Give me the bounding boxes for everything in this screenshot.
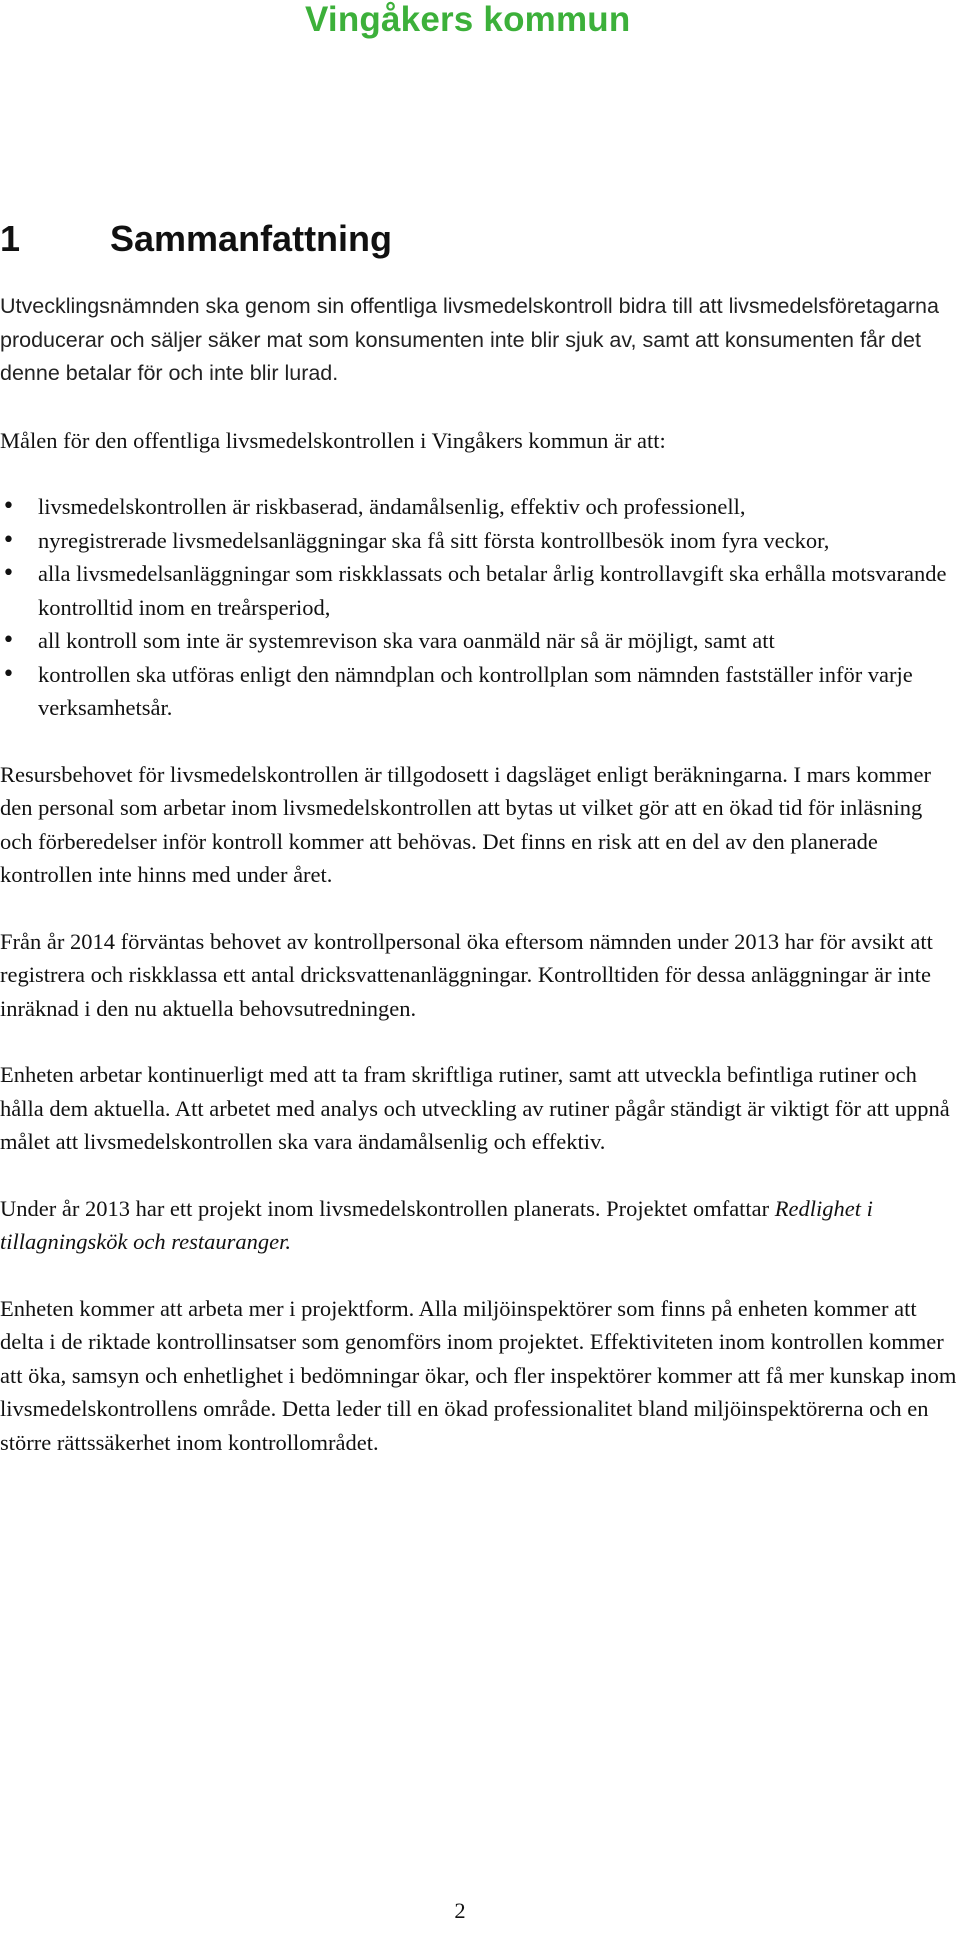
page-number: 2 <box>454 1898 466 1923</box>
header-title: Vingåkers kommun <box>305 0 631 39</box>
project-name: Redlighet i tillagningskök och restauranger. <box>0 1195 873 1254</box>
goal-item: • livsmedelskontrollen är riskbaserad, ändamålsenlig, effektiv och professionell, <box>0 490 958 524</box>
goal-item: • all kontroll som inte är systemrevison ska vara oanmäld när så är möjligt, samt att <box>0 624 958 658</box>
goals-intro: Målen för den offentliga livsmedelskontrollen i Vingåkers kommun är att: <box>0 427 666 453</box>
goal-item: • nyregistrerade livsmedelsanläggningar ska få sitt första kontrollbesök inom fyra veckor, <box>0 524 958 558</box>
paragraph-staffing: Från år 2014 förväntas behovet av kontrollpersonal öka eftersom nämnden under 2013 har för avsikt att registrera och riskklassa ett antal dricksvattenanläggningar. Kontrolltiden för dessa anläggningar är inte inräknad i den nu aktuella behovsutredningen. <box>0 928 933 1021</box>
goal-item: • kontrollen ska utföras enligt den nämndplan och kontrollplan som nämnden fastställer inför varje verksamhetsår. <box>0 658 958 725</box>
paragraph-routines: Enheten arbetar kontinuerligt med att ta fram skriftliga rutiner, samt att utveckla befintliga rutiner och hålla dem aktuella. Att arbetet med analys och utveckling av rutiner pågår ständigt är viktigt för att uppnå målet att livsmedelskontrollen ska vara ändamålsenlig och effektiv. <box>0 1062 950 1154</box>
paragraph-project <box>0 1192 958 1259</box>
goals-list <box>0 490 958 725</box>
paragraph-intro: Utvecklingsnämnden ska genom sin offentliga livsmedelskontroll bidra till att livsmedelsföretagarna producerar och säljer säker mat som konsumenten inte blir sjuk av, samt att konsumenten får det denne betalar för och inte blir lurad. <box>0 294 939 385</box>
paragraph-project-text: Under år 2013 har ett projekt inom livsmedelskontrollen planerats. Projektet omfattar <box>0 1195 775 1221</box>
section-title: Sammanfattning <box>110 218 393 259</box>
document-body <box>0 290 958 1492</box>
section-heading <box>0 218 392 260</box>
paragraph-resources: Resursbehovet för livsmedelskontrollen är tillgodosett i dagsläget enligt beräkningarna. I mars kommer den personal som arbetar inom livsmedelskontrollen att bytas ut vilket gör att en ökad tid för inläsning och förberedelser inför kontroll kommer att behövas. Det finns en risk att en del av den planerade kontrollen inte hinns med under året. <box>0 761 932 887</box>
section-number: 1 <box>0 218 21 259</box>
goal-item: • alla livsmedelsanläggningar som riskklassats och betalar årlig kontrollavgift ska erhålla motsvarande kontrolltid inom en treårsperiod, <box>0 557 958 624</box>
paragraph-projectform: Enheten kommer att arbeta mer i projektform. Alla miljöinspektörer som finns på enheten kommer att delta i de riktade kontrollinsatser som genomförs inom projektet. Effektiviteten inom kontrollen kommer att öka, samsyn och enhetlighet i bedömningar ökar, och fler inspektörer kommer att få mer kunskap inom livsmedelskontrollens område. Detta leder till en ökad professionalitet bland miljöinspektörerna och en större rättssäkerhet inom kontrollområdet. <box>0 1295 957 1455</box>
